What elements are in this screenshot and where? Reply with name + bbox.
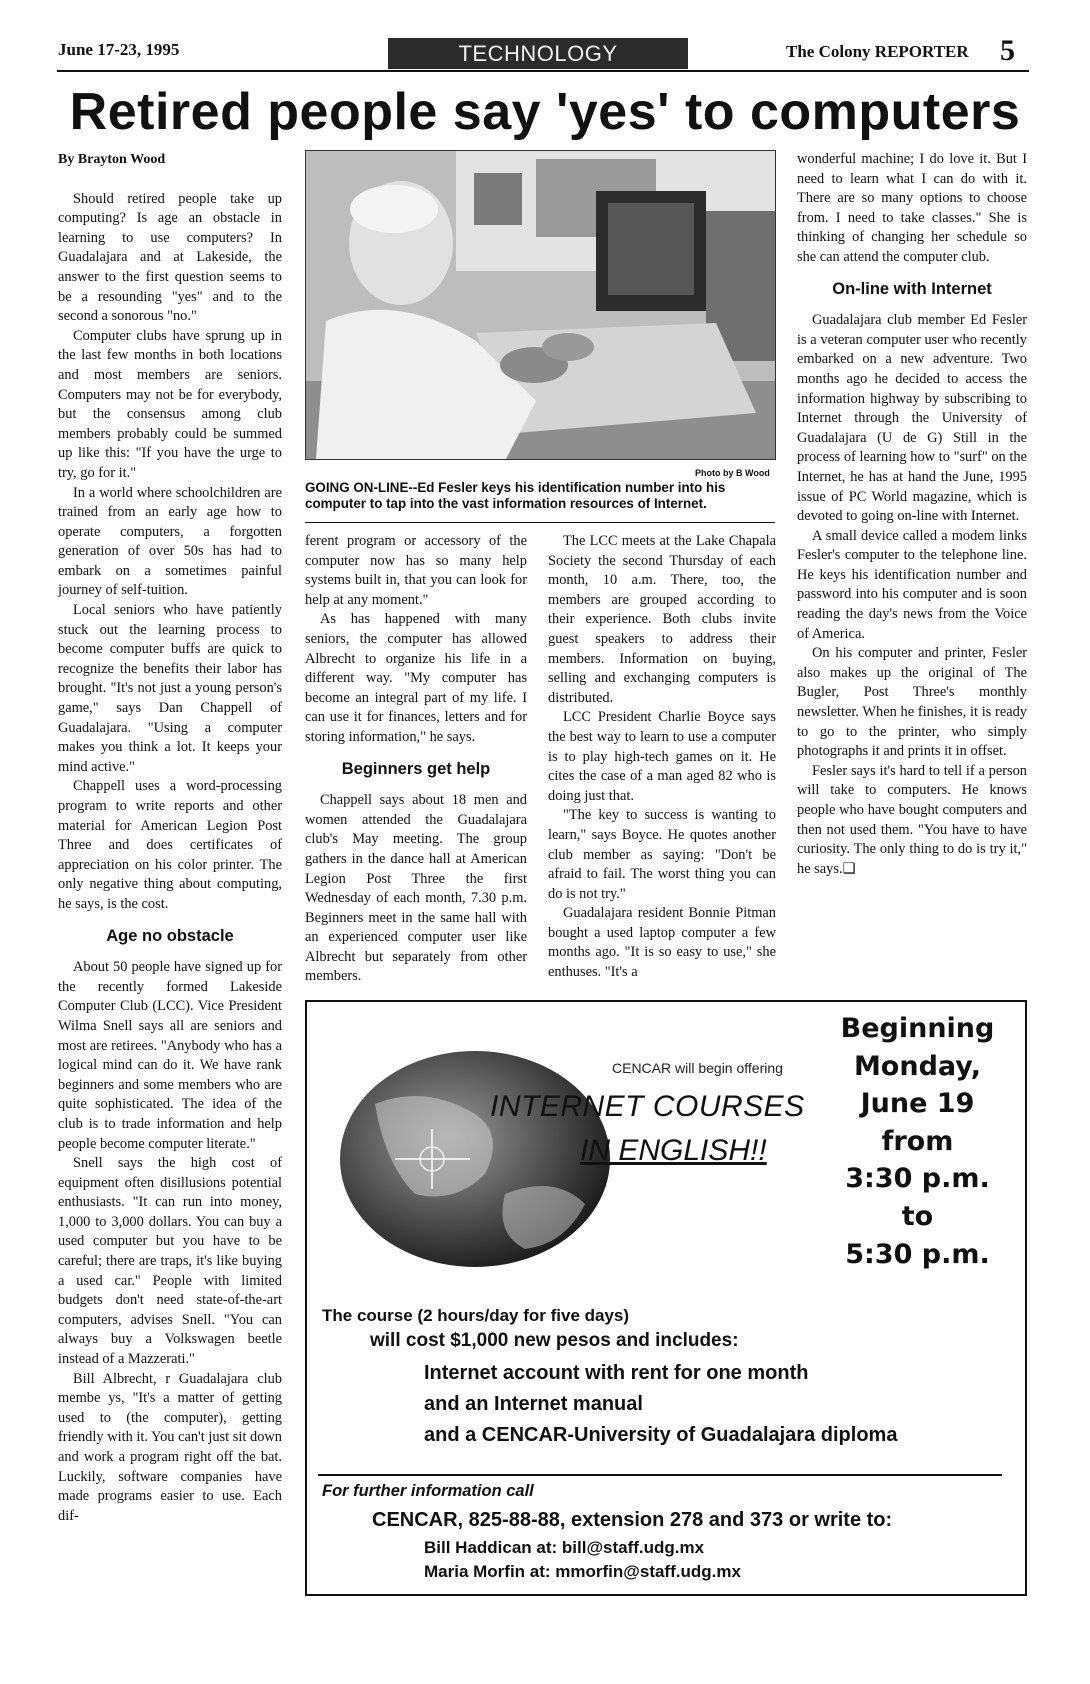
caption-rule — [305, 522, 775, 523]
paragraph: wonderful machine; I do love it. But I need to learn what I can do with it. There are so many options to choose from. I need to take classes." She is thinking of changing her schedule so she can attend the computer club. — [797, 151, 1027, 265]
header-rule — [57, 70, 1029, 72]
paragraph: Chappell uses a word-processing program to write reports and other material for American Legion Post Three and does certificates of appreciation on his color printer. The only negative thing about computing, he says, is the cost. — [58, 778, 282, 912]
paragraph: Snell says the high cost of equipment often disillusions potential enthusiasts. "It can run into money, 1,000 to 3,000 dollars. You can buy a used computer but you have to be careful; there are traps, it's like buying a used car." People with limited budgets don't need state-of-the-art computers, advises Snell. "You can always buy a Volkswagen beetle instead of a Mazzerati." — [58, 1155, 282, 1368]
paragraph: Computer clubs have sprung up in the last few months in both locations and most members are seniors. Computers may not be for everybody, but the consensus among club members probably could be summed up like this: "If you have the urge to try, go for it." — [58, 327, 282, 481]
ad-english-title: IN ENGLISH!! — [580, 1134, 767, 1167]
contact-email-line: Bill Haddican at: bill@staff.udg.mx — [424, 1538, 705, 1557]
schedule-line: Monday, — [853, 1050, 982, 1082]
article-column-2 — [305, 532, 527, 987]
ad-course-details — [322, 1306, 1012, 1447]
schedule-line: to — [901, 1200, 934, 1232]
paragraph: ferent program or accessory of the computer now has so many help systems built in, that you can look for help at any moment." — [305, 533, 527, 608]
schedule-line: June 19 — [860, 1088, 975, 1120]
info-heading: For further information call — [322, 1482, 534, 1500]
end-mark-icon: ❑ — [842, 860, 856, 877]
subhead-age-no-obstacle: Age no obstacle — [106, 926, 234, 945]
ad-schedule — [820, 1010, 1015, 1273]
byline: By Brayton Wood — [58, 152, 166, 167]
headline: Retired people say 'yes' to computers — [69, 83, 1021, 141]
paragraph: The LCC meets at the Lake Chapala Society the second Thursday of each month, 10 a.m. There, too, the members are grouped according to their experience. Both clubs invite guest speakers to address their members. Information on buying, selling and exchanging computers is distributed. — [548, 533, 776, 706]
paragraph: Should retired people take up computing? Is age an obstacle in learning to use computers? In Guadalajara and at Lakeside, the answer to the first question seems to be a resounding "yes" and to the second a sonorous "no." — [58, 190, 282, 325]
news-photo — [305, 150, 776, 460]
info-phone: CENCAR, 825-88-88, extension 278 and 373 or write to: — [372, 1509, 893, 1531]
article-column-4 — [797, 150, 1027, 879]
article-column-1 — [58, 150, 282, 1526]
paragraph-text: Fesler says it's hard to tell if a person will take to computers. He knows people who have bought computers and then not used them. "You have to have curiosity. The only thing to do is try it," he says. — [797, 762, 1027, 877]
newspaper-name: The Colony REPORTER — [786, 42, 969, 61]
paragraph: Bill Albrecht, r Guadalajara club membe ys, "It's a matter of getting used to (the computer), getting friendly with it. You can't just sit down and work a program right off the bat. Luckily, software companies have made programs easier to use. Each dif- — [58, 1370, 282, 1524]
subhead-online-with-internet: On-line with Internet — [832, 279, 992, 298]
schedule-line: 3:30 p.m. — [845, 1163, 990, 1195]
paragraph — [797, 762, 1027, 880]
paragraph: Chappell says about 18 men and women attended the Guadalajara club's May meeting. The group gathers in the dance hall at American Legion Post Three the first Wednesday of each month, 7.30 p.m. Beginners meet in the same hall with an experienced computer user like Albrecht but separately from other members. — [305, 792, 527, 985]
paragraph: A small device called a modem links Fesler's computer to the telephone line. He keys his identification number and password into his computer and is soon reading the day's news from the Voice of America. — [797, 527, 1027, 642]
paragraph: Guadalajara resident Bonnie Pitman bought a used laptop computer a few months ago. "It is so easy to use," she enthuses. "It's a — [548, 905, 776, 981]
paragraph: In a world where schoolchildren are trained from an early age how to operate computers, a forgotten generation of over 50s has had to embark on a sometimes painful journey of self-tuition. — [58, 484, 282, 599]
paragraph: "The key to success is wanting to learn," says Boyce. He quotes another club member as saying: "Don't be afraid to fail. The worst thing you can do is not try." — [548, 807, 776, 902]
schedule-line: Beginning — [840, 1013, 995, 1044]
schedule-line: 5:30 p.m. — [845, 1238, 990, 1270]
photo-caption: GOING ON-LINE--Ed Fesler keys his identification number into his computer to tap into the vast information resources of Internet. — [305, 480, 726, 511]
course-line: will cost $1,000 new pesos and includes: — [370, 1330, 739, 1351]
schedule-line: from — [881, 1125, 954, 1157]
photo-credit: Photo by B Wood — [695, 468, 770, 478]
ad-offer-text: CENCAR will begin offering — [612, 1060, 783, 1076]
course-line: The course (2 hours/day for five days) — [322, 1306, 630, 1325]
course-line: and a CENCAR-University of Guadalajara diploma — [424, 1424, 898, 1446]
paragraph: Local seniors who have patiently stuck out the learning process to become computer buffs are quick to recognize the benefits their labor has brought. "It's not just a young person's game," says Dan Chappell of Guadalajara. "Using a computer makes you think a lot. It keeps your mind active." — [58, 602, 282, 775]
paragraph: On his computer and printer, Fesler also makes up the original of The Bugler, Post Three's monthly newsletter. When he finishes, it is ready to go to the printer, who simply photographs it and prints it in offset. — [797, 645, 1027, 760]
section-banner: TECHNOLOGY — [388, 38, 688, 69]
article-column-3 — [548, 532, 776, 983]
ad-contact-info — [322, 1482, 1012, 1582]
course-line: and an Internet manual — [424, 1393, 643, 1415]
paragraph: Guadalajara club member Ed Fesler is a veteran computer user who recently embarked on a new adventure. Two months ago he decided to access the information highway by subscribing to Internet through the University of Guadalajara (U de G) Still in the process of learning how to "surf" on the Internet, he has at hand the June, 1995 issue of PC World magazine, which is devoted to going on-line with Internet. — [797, 312, 1027, 525]
issue-date: June 17-23, 1995 — [58, 40, 180, 59]
page-number: 5 — [1000, 34, 1015, 67]
ad-divider — [318, 1474, 1002, 1476]
subhead-beginners-get-help: Beginners get help — [341, 759, 491, 778]
contact-email-line: Maria Morfin at: mmorfin@staff.udg.mx — [424, 1562, 741, 1581]
photo-illustration — [306, 151, 775, 459]
paragraph: LCC President Charlie Boyce says the best way to learn to use a computer is to play high-tech games on it. He cites the case of a man aged 82 who is doing just that. — [548, 709, 776, 804]
paragraph: About 50 people have signed up for the recently formed Lakeside Computer Club (LCC). Vice President Wilma Snell says all are seniors and most are retirees. "Anybody who has a logical mind can do it. We have rank beginners and some members who are quite sophisticated. The idea of the club is to trade information and help people become computer literate." — [58, 959, 282, 1152]
ad-courses-title: INTERNET COURSES — [490, 1090, 805, 1123]
paragraph: As has happened with many seniors, the computer has allowed Albrecht to organize his life in a different way. "My computer has become an integral part of my life. I can use it for finances, letters and for storing information," he says. — [305, 611, 527, 745]
course-line: Internet account with rent for one month — [424, 1362, 809, 1384]
